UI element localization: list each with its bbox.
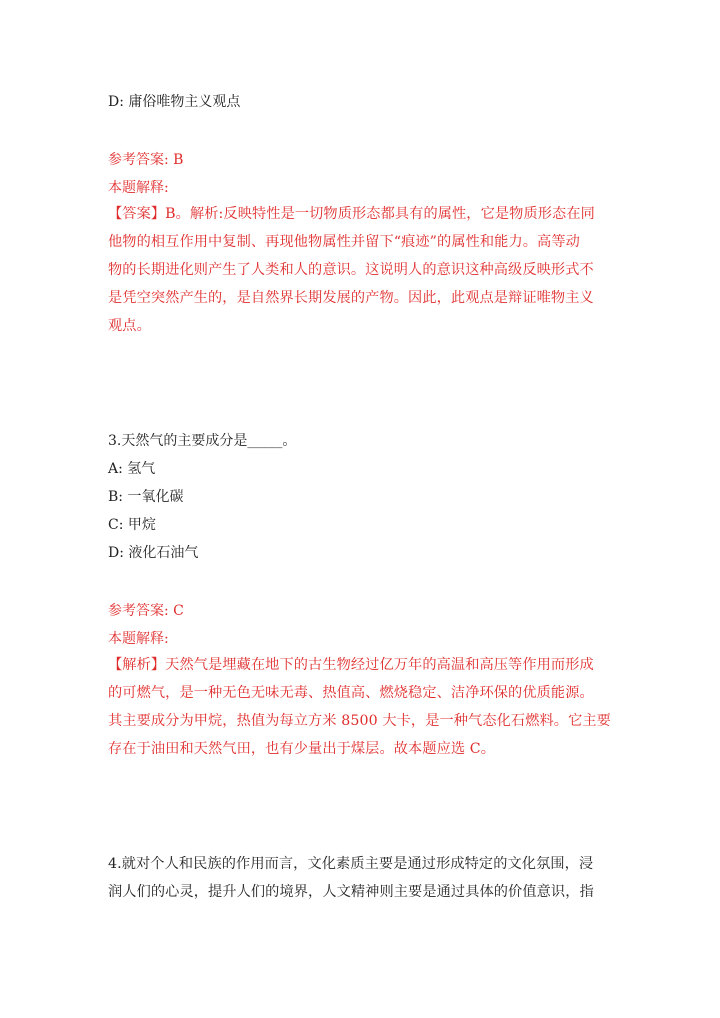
q2-explanation-line: 观点。 (108, 318, 151, 334)
q3-explanation (108, 651, 611, 763)
q3-option-c: C: 甲烷 (108, 517, 156, 533)
q2-explanation-line: 【答案】B。解析:反映特性是一切物质形态都具有的属性，它是物质形态在同 (108, 206, 595, 222)
q2-explanation (108, 200, 606, 340)
q4-question (108, 850, 606, 906)
q2-explanation-line: 他物的相互作用中复制、再现他物属性并留下“痕迹”的属性和能力。高等动 (108, 234, 580, 250)
q3-option-d: D: 液化石油气 (108, 545, 199, 561)
q4-question-line: 4.就对个人和民族的作用而言，文化素质主要是通过形成特定的文化氛围，浸 (108, 856, 594, 872)
q3-explanation-line: 存在于油田和天然气田，也有少量出于煤层。故本题应选 C。 (108, 741, 496, 757)
q3-question: 3.天然气的主要成分是_____。 (108, 433, 297, 449)
q2-explanation-line: 物的长期进化则产生了人类和人的意识。这说明人的意识这种高级反映形式不 (108, 262, 594, 278)
q3-option-a: A: 氢气 (108, 461, 156, 477)
q3-option-b: B: 一氧化碳 (108, 489, 184, 505)
q3-explain-label: 本题解释: (108, 631, 169, 647)
q2-answer: 参考答案: B (108, 152, 184, 168)
q4-question-line: 润人们的心灵，提升人们的境界，人文精神则主要是通过具体的价值意识，指 (108, 884, 594, 900)
q3-explanation-line: 【解析】天然气是埋藏在地下的古生物经过亿万年的高温和高压等作用而形成 (108, 657, 594, 673)
q2-explanation-line: 是凭空突然产生的，是自然界长期发展的产物。因此，此观点是辩证唯物主义 (108, 290, 594, 306)
q2-explain-label: 本题解释: (108, 180, 169, 196)
q3-explanation-line: 其主要成分为甲烷，热值为每立方米 8500 大卡，是一种气态化石燃料。它主要 (108, 713, 611, 729)
q2-option-d: D: 庸俗唯物主义观点 (108, 94, 241, 110)
q3-answer: 参考答案: C (108, 603, 184, 619)
q3-explanation-line: 的可燃气，是一种无色无味无毒、热值高、燃烧稳定、洁净环保的优质能源。 (108, 685, 594, 701)
